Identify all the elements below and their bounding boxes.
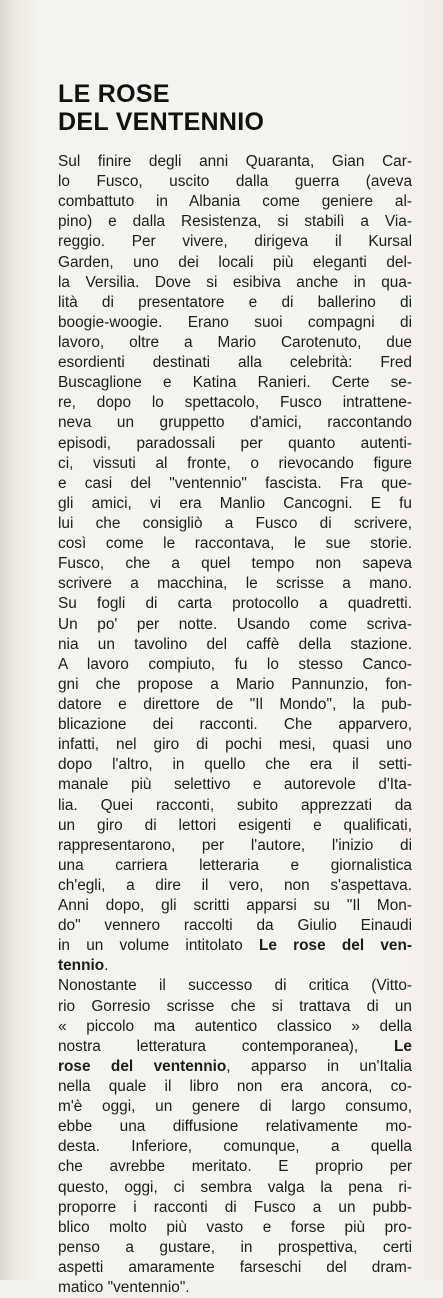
line-text: dopo l'altro, in quello che era il setti- [58,756,412,774]
line-text: lui che consigliò a Fusco di scrivere, [58,514,412,532]
line-text: proporre i racconti di Fusco a un pubb- [58,1198,412,1216]
line-text: episodi, paradossali per quanto autenti- [58,434,412,452]
text-line [58,635,412,655]
text-line [58,373,412,393]
line-text: gni che propose a Mario Pannunzio, fon- [58,675,412,693]
line-text: un giro di lettori esigenti e qualificati, [58,816,412,834]
text-line [58,1278,412,1298]
text-line [58,333,412,353]
text-line [58,474,412,494]
line-text: datore e direttore de "Il Mondo", la pub- [58,695,412,713]
text-line [58,796,412,816]
line-text: rio Gorresio scrisse che si trattava di un [58,997,412,1015]
text-line [58,695,412,715]
text-line [58,1057,412,1077]
book-title-text: tennio [58,957,105,975]
line-text: Buscaglione e Katina Ranieri. Certe se- [58,374,412,392]
text-line [58,273,412,293]
line-text: matico "ventennio". [58,1279,190,1297]
line-text: che avrebbe meritato. E proprio per [58,1158,412,1176]
line-text: nostra letteratura contemporanea), [58,1037,395,1055]
line-text: desta. Inferiore, comunque, a quella [58,1138,412,1156]
text-line [58,976,412,996]
line-text: in un volume intitolato [58,937,259,955]
book-title-text: rose del ventennio [58,1057,227,1075]
text-line [58,1097,412,1117]
line-text: rappresentarono, per l'autore, l'inizio di [58,836,412,854]
line-text: la Versilia. Dove si esibiva anche in qua- [58,273,412,291]
text-line [58,434,412,454]
text-line [58,1218,412,1238]
text-line [58,293,412,313]
line-text: Sul finire degli anni Quaranta, Gian Car- [58,153,412,170]
text-line [58,232,412,252]
title-line: LE ROSE [58,80,170,108]
line-text: neva un gruppetto d'amici, raccontando [58,414,412,432]
line-text: infatti, nel giro di pochi mesi, quasi uno [58,736,412,754]
line-text: scrivere a macchina, le scrisse a mano. [58,575,412,593]
line-text: aspetti amaramente farseschi del dram- [58,1259,412,1277]
text-line [58,514,412,534]
text-line [58,816,412,836]
text-line [58,856,412,876]
text-line [58,172,412,192]
text-line [58,594,412,614]
line-text: nella quale il libro non era ancora, co- [58,1078,412,1096]
book-title-text: Le rose del ven- [258,937,412,955]
line-text: « piccolo ma autentico classico » della [58,1017,412,1035]
line-text: nia un tavolino del caffè della stazione. [58,635,412,653]
line-text: così come le raccontava, le sue storie. [58,535,412,553]
text-line [58,534,412,554]
text-line [58,956,412,976]
text-line [58,253,412,273]
text-line [58,655,412,675]
line-text: lità di presentatore e di ballerino di [58,293,412,311]
line-text: A lavoro compiuto, fu lo stesso Canco- [58,655,412,673]
line-text: reggio. Per vivere, dirigeva il Kursal [58,233,412,251]
line-text: pino) e dalla Resistenza, si stabilì a Via- [58,213,412,231]
article-body [58,152,412,1298]
line-text: do" vennero raccolti da Giulio Einaudi [58,917,412,935]
line-text: e casi del "ventennio" fascista. Fra que- [58,474,412,492]
text-line [58,1157,412,1177]
line-text: Su fogli di carta protocollo a quadretti. [58,595,412,613]
text-line [58,675,412,695]
line-text: ebbe una diffusione relativamente mo- [58,1118,412,1136]
text-line [58,1198,412,1218]
text-line [58,494,412,514]
text-line [58,152,412,172]
text-line [58,936,412,956]
text-line [58,554,412,574]
text-line [58,1258,412,1278]
text-line [58,715,412,735]
line-text: lia. Quei racconti, subito apprezzati da [58,796,412,814]
line-text: Un po' per notte. Usando come scriva- [58,615,412,633]
text-line [58,1137,412,1157]
text-line [58,615,412,635]
line-text: manale più selettivo e autorevole d'Ita- [58,776,412,794]
line-text: Anni dopo, gli scritti apparsi su "Il Mon- [58,897,412,915]
line-text: una carriera letteraria e giornalistica [58,856,412,874]
line-text: esordienti destinati alla celebrità: Fred [58,354,412,372]
line-text: m'è oggi, un genere di largo consumo, [58,1098,412,1116]
line-text: blicazione dei racconti. Che apparvero, [58,716,412,734]
text-line [58,1178,412,1198]
text-line [58,836,412,856]
text-line [58,997,412,1017]
book-title-text: Le [394,1037,412,1055]
text-line [58,192,412,212]
text-line [58,735,412,755]
line-text: boogie-woogie. Erano suoi compagni di [58,313,412,331]
text-line [58,1077,412,1097]
text-line [58,393,412,413]
text-line [58,574,412,594]
text-line [58,212,412,232]
line-text: lavoro, oltre a Mario Carotenuto, due [58,333,412,351]
text-line [58,454,412,474]
text-line [58,755,412,775]
line-text: gli amici, vi era Manlio Cancogni. E fu [58,494,412,512]
text-line [58,413,412,433]
line-text: combattuto in Albania come geniere al- [58,193,412,211]
title-line: DEL VENTENNIO [58,108,265,136]
line-text: Garden, uno dei locali più eleganti del- [58,253,412,271]
text-line [58,353,412,373]
line-text: re, dopo lo spettacolo, Fusco intrattene- [58,394,412,412]
line-text: lo Fusco, uscito dalla guerra (aveva [58,173,412,191]
line-text: ch'egli, a dire il vero, non s'aspettava. [58,876,412,894]
article-title [58,80,264,136]
line-text: penso a gustare, in prospettiva, certi [58,1238,412,1256]
line-text: Nonostante il successo di critica (Vitto- [58,977,412,995]
text-line [58,1017,412,1037]
text-line [58,313,412,333]
line-text: questo, oggi, ci sembra valga la pena ri- [58,1178,412,1196]
line-text: Fusco, che a quel tempo non sapeva [58,555,412,573]
line-text: . [104,957,109,975]
text-line [58,1037,412,1057]
text-line [58,1117,412,1137]
line-text: blico molto più vasto e forse più pro- [58,1218,412,1236]
text-line [58,916,412,936]
text-line [58,1238,412,1258]
text-line [58,876,412,896]
line-text: ci, vissuti al fronte, o rievocando figure [58,454,412,472]
text-line [58,896,412,916]
line-text: , apparso in un'Italia [226,1057,412,1075]
text-line [58,775,412,795]
